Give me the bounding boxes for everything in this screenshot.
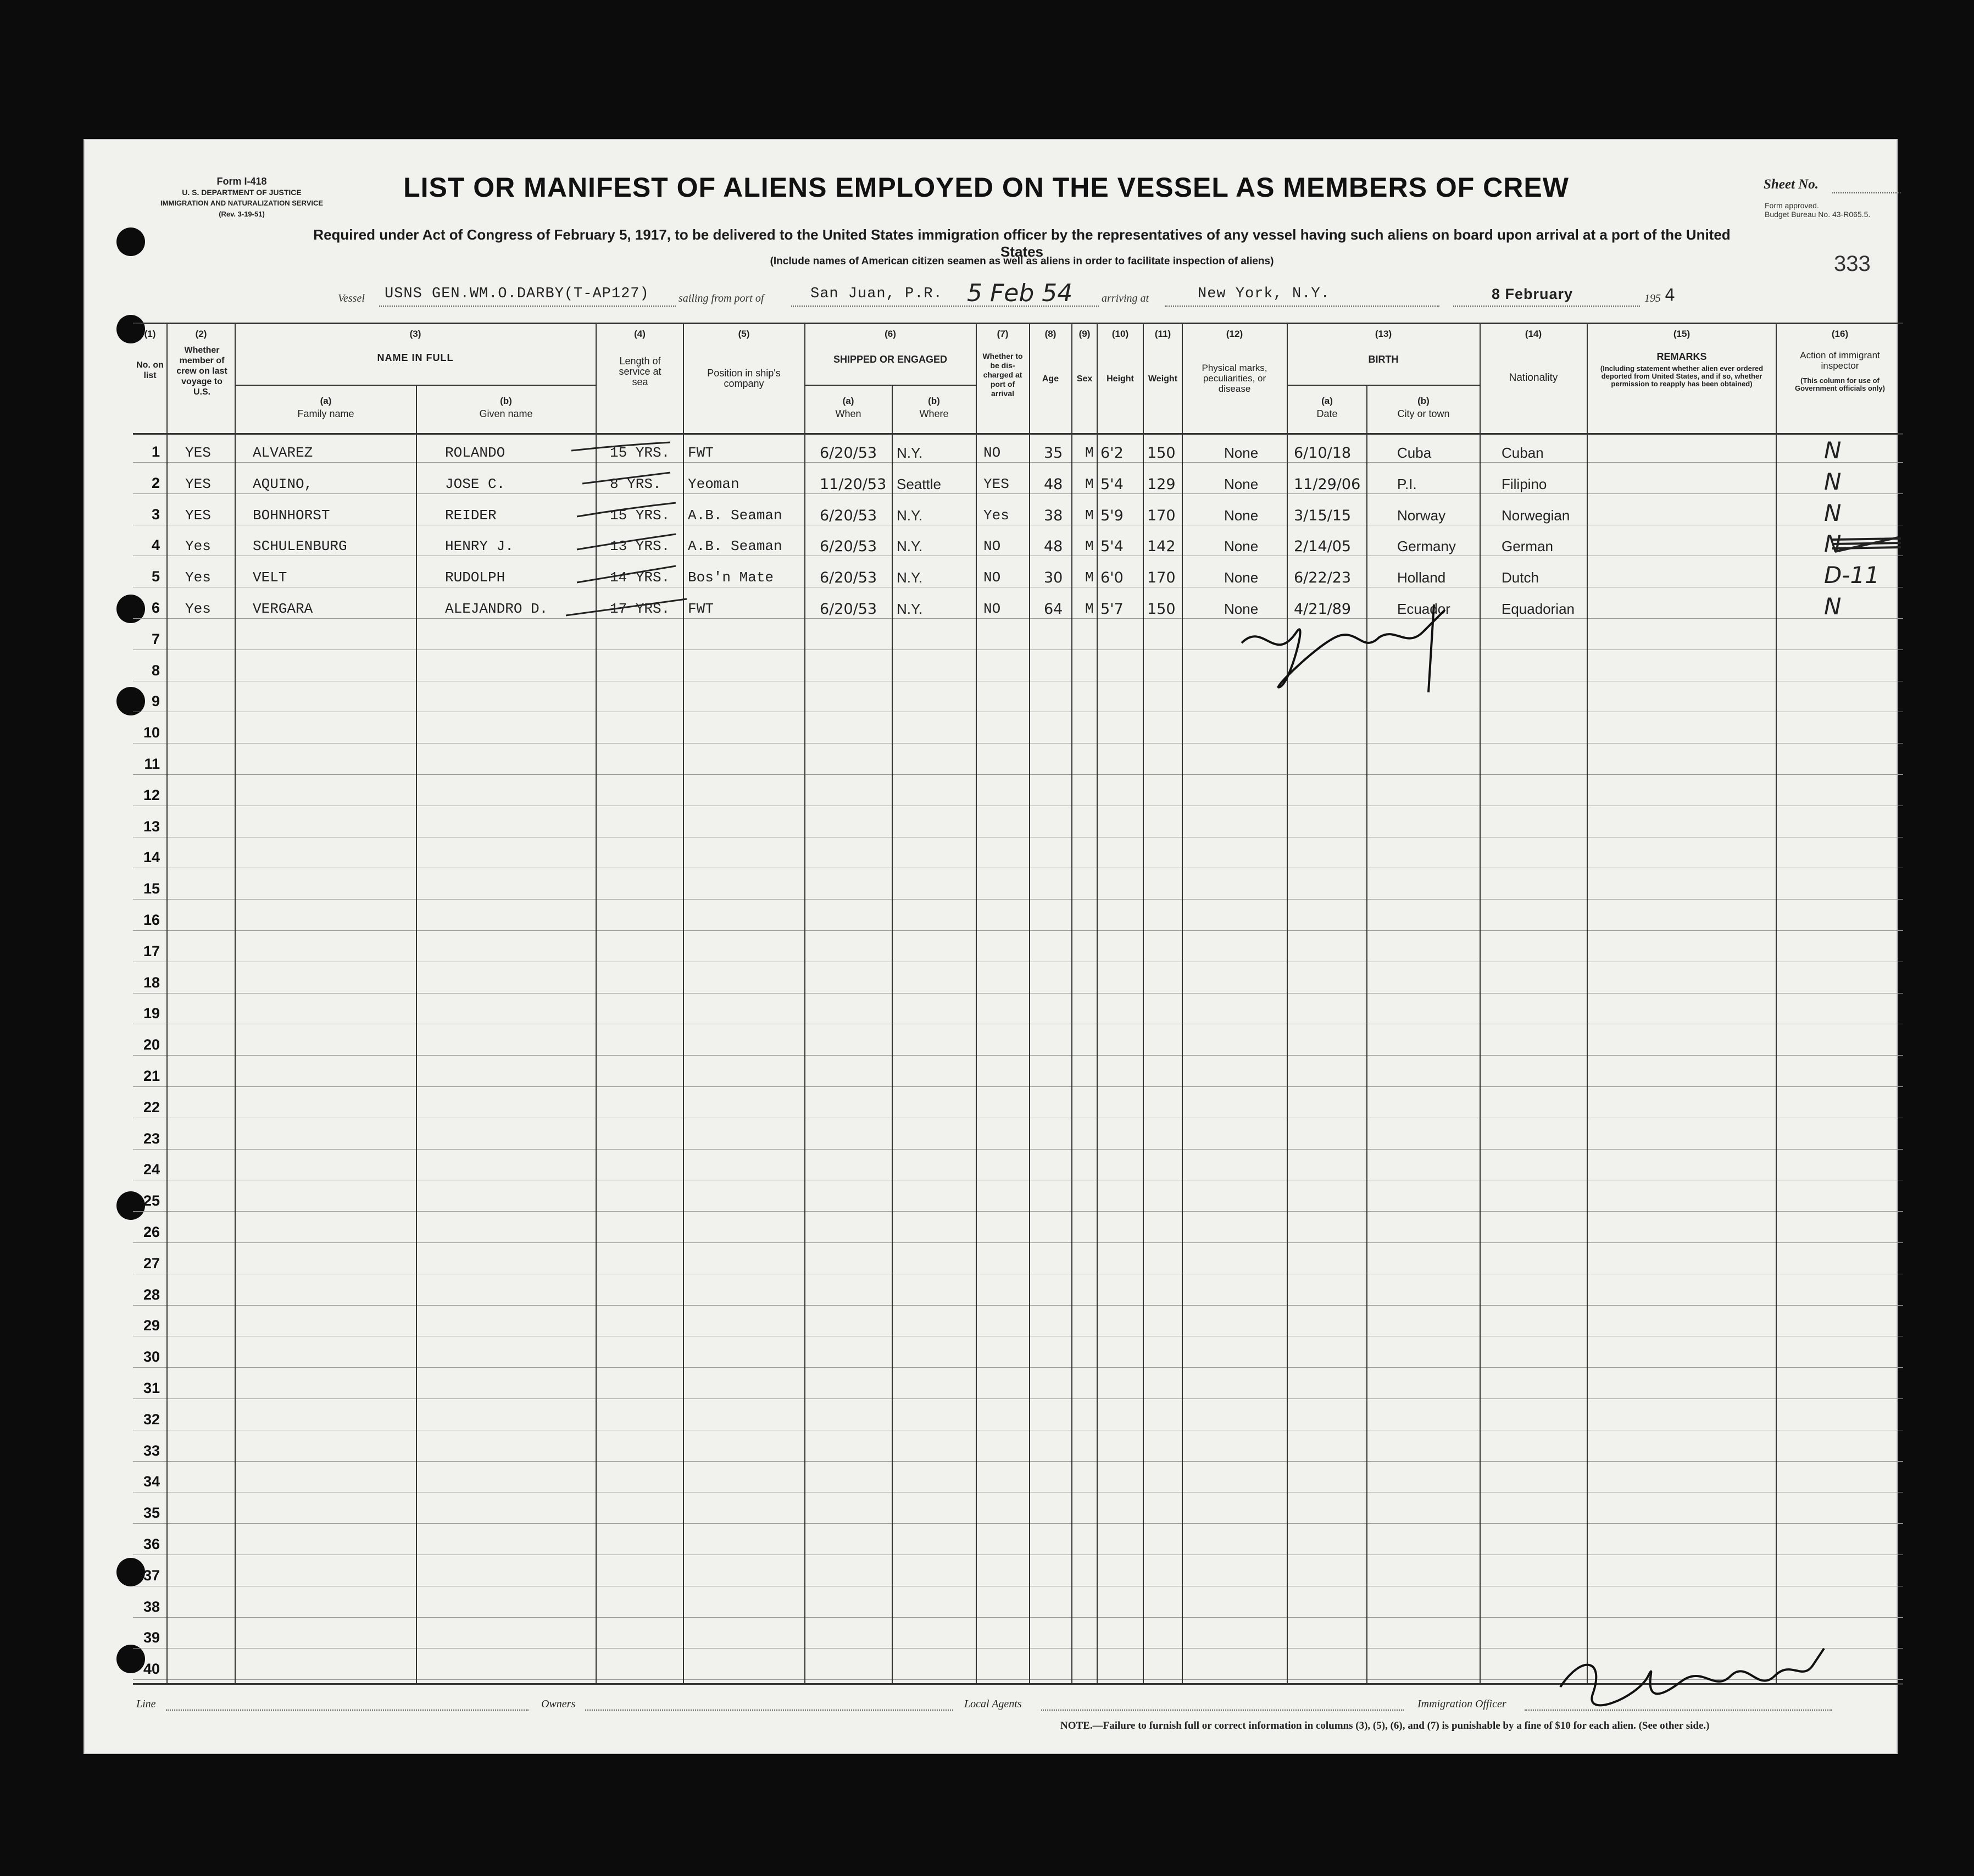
inspector-action-cell: N (1824, 437, 1842, 464)
age-cell: 64 (1044, 601, 1063, 618)
sex-cell: M (1085, 569, 1094, 586)
prev-voyage-cell: YES (185, 476, 211, 492)
family-name-cell: ALVAREZ (253, 445, 313, 461)
row-rule (133, 462, 1903, 463)
service-length-cell: 14 YRS. (610, 569, 670, 586)
form-identification (143, 176, 341, 220)
birth-city-cell: P.I. (1397, 476, 1417, 492)
col-divider-1 (166, 323, 168, 1683)
subheader-rule-name (235, 385, 596, 386)
budget-approval (1765, 201, 1870, 219)
position-cell: A.B. Seaman (688, 507, 782, 524)
given-name-cell: HENRY J. (445, 538, 514, 554)
line-number: 33 (143, 1442, 160, 1459)
given-name-cell: ROLANDO (445, 445, 505, 461)
col-11-header: Weight (1148, 374, 1178, 384)
family-name-cell: VERGARA (253, 601, 313, 617)
col-8-number: (8) (1044, 329, 1056, 339)
col-14-header: Nationality (1509, 372, 1558, 384)
nationality-cell: Filipino (1502, 476, 1547, 492)
height-cell: 5'9 (1100, 507, 1124, 524)
row-rule (133, 1398, 1903, 1399)
line-number: 36 (143, 1536, 160, 1552)
row-rule (133, 1461, 1903, 1462)
discharge-cell: NO (983, 445, 1001, 461)
height-cell: 5'4 (1100, 476, 1124, 493)
arrival-date: 8 February (1492, 286, 1573, 302)
line-number: 7 (151, 631, 160, 647)
nationality-cell: Norwegian (1502, 507, 1570, 524)
line-number: 34 (143, 1473, 160, 1490)
shipped-where-cell: N.Y. (897, 507, 923, 524)
shipped-where-cell: N.Y. (897, 445, 923, 461)
sex-cell: M (1085, 601, 1094, 617)
line-signature-line (166, 1710, 529, 1711)
table-top-border (133, 323, 1903, 324)
line-number: 37 (143, 1567, 160, 1584)
subheader-rule-shipped (804, 385, 976, 386)
line-number: 25 (143, 1192, 160, 1209)
col-13b-number: (b) (1417, 396, 1430, 406)
form-subtitle: Required under Act of Congress of February 5, 1917, to be delivered to the United States immigration officer by the representatives of any vessel having such aliens on board upon arrival at a port of the United States (313, 226, 1731, 260)
prev-voyage-cell: Yes (185, 569, 211, 586)
line-number: 35 (143, 1505, 160, 1521)
col-6-header: SHIPPED OR ENGAGED (833, 354, 948, 365)
col-12-header: Physical marks, peculiarities, or disease (1202, 363, 1267, 394)
line-number: 9 (151, 693, 160, 709)
position-cell: FWT (688, 445, 714, 461)
shipped-when-cell: 6/20/53 (820, 569, 877, 586)
given-name-cell: RUDOLPH (445, 569, 505, 586)
shipped-where-cell: Seattle (897, 476, 941, 492)
birth-date-cell: 4/21/89 (1294, 601, 1352, 618)
row-rule (133, 930, 1903, 931)
weight-cell: 129 (1147, 476, 1176, 493)
col-13-number: (13) (1375, 329, 1392, 339)
service-length-cell: 15 YRS. (610, 507, 670, 524)
col-3a-header: Family name (297, 408, 354, 419)
line-number: 10 (143, 724, 160, 741)
col-divider-8 (1071, 323, 1072, 1683)
birth-city-cell: Cuba (1397, 445, 1432, 461)
line-number: 18 (143, 974, 160, 991)
agents-signature-line (1041, 1710, 1404, 1711)
position-cell: FWT (688, 601, 714, 617)
stamped-page-number: 333 (1834, 252, 1871, 276)
physical-marks-cell: None (1224, 569, 1259, 586)
line-number: 27 (143, 1255, 160, 1272)
prev-voyage-cell: Yes (185, 601, 211, 617)
line-number: 30 (143, 1348, 160, 1365)
col-13-header: BIRTH (1368, 354, 1399, 365)
birth-city-cell: Norway (1397, 507, 1446, 524)
inspector-action-cell: N (1824, 530, 1842, 557)
col-2-number: (2) (195, 329, 207, 339)
col-divider-7 (1029, 323, 1030, 1683)
shipped-when-cell: 11/20/53 (820, 476, 887, 493)
weight-cell: 150 (1147, 601, 1176, 618)
line-number: 20 (143, 1036, 160, 1053)
inspector-signature-center (1231, 599, 1461, 698)
sex-cell: M (1085, 445, 1094, 461)
age-cell: 48 (1044, 538, 1063, 555)
sex-cell: M (1085, 507, 1094, 524)
arriving-line (1165, 306, 1439, 307)
line-number: 40 (143, 1661, 160, 1677)
officer-signature-line (1525, 1710, 1832, 1711)
col-divider-13a (1366, 385, 1367, 1683)
family-name-cell: AQUINO, (253, 476, 313, 492)
vessel-label: Vessel (338, 292, 365, 304)
row-rule (133, 1367, 1903, 1368)
discharge-cell: Yes (983, 507, 1009, 524)
col-divider-6a (892, 385, 893, 1683)
sailing-port: San Juan, P.R. (810, 286, 943, 302)
col-3a-number: (a) (320, 396, 332, 406)
discharge-cell: NO (983, 569, 1001, 586)
row-rule (133, 1242, 1903, 1243)
col-divider-10 (1143, 323, 1144, 1683)
col-divider-11 (1182, 323, 1183, 1683)
birth-date-cell: 6/10/18 (1294, 445, 1352, 462)
col-divider-15 (1776, 323, 1777, 1683)
prev-voyage-cell: YES (185, 445, 211, 461)
col-divider-2 (235, 323, 236, 1683)
physical-marks-cell: None (1224, 538, 1259, 554)
birth-date-cell: 11/29/06 (1294, 476, 1361, 493)
nationality-cell: Equadorian (1502, 601, 1575, 617)
line-number: 4 (151, 537, 160, 553)
shipped-where-cell: N.Y. (897, 569, 923, 586)
inspector-action-cell: N (1824, 468, 1842, 495)
line-number: 12 (143, 787, 160, 803)
service-length-cell: 15 YRS. (610, 445, 670, 461)
inspector-action-cell: D-11 (1824, 562, 1880, 589)
weight-cell: 150 (1147, 445, 1176, 462)
col-5-header: Position in ship's company (707, 368, 781, 389)
line-number: 21 (143, 1068, 160, 1084)
row-rule (133, 1523, 1903, 1524)
line-number: 16 (143, 912, 160, 928)
service-column-strokes (560, 440, 692, 626)
birth-city-cell: Holland (1397, 569, 1446, 586)
form-subnote: (Include names of American citizen seamen as well as aliens in order to facilitate inspection of aliens) (770, 256, 1274, 267)
line-number: 14 (143, 849, 160, 865)
service-length-cell: 17 YRS. (610, 601, 670, 617)
penalty-note: NOTE.—Failure to furnish full or correct information in columns (3), (5), (6), and (7) is punishable by a fine of $10 for each alien. (See other side.) (1060, 1720, 1710, 1731)
col-15-subheader: (Including statement whether alien ever ordered deported from United States, and if so, whether permission to reapply has been obtained) (1600, 364, 1764, 388)
line-number: 5 (151, 568, 160, 585)
physical-marks-cell: None (1224, 507, 1259, 524)
col-6-number: (6) (885, 329, 896, 339)
line-number: 13 (143, 818, 160, 835)
service-name: IMMIGRATION AND NATURALIZATION SERVICE (160, 199, 324, 207)
shipped-when-cell: 6/20/53 (820, 538, 877, 555)
birth-date-cell: 6/22/23 (1294, 569, 1352, 586)
col-4-header: Length of service at sea (619, 356, 661, 387)
given-name-cell: JOSE C. (445, 476, 505, 492)
age-cell: 48 (1044, 476, 1063, 493)
col-9-header: Sex (1076, 374, 1093, 384)
inspector-action-cell: N (1824, 593, 1842, 620)
shipped-where-cell: N.Y. (897, 601, 923, 617)
col-divider-9 (1097, 323, 1098, 1683)
col-14-number: (14) (1525, 329, 1542, 339)
arrival-date-line (1453, 306, 1640, 307)
discharge-cell: NO (983, 601, 1001, 617)
position-cell: Bos'n Mate (688, 569, 774, 586)
line-number: 8 (151, 662, 160, 679)
budget-line-1: Form approved. (1765, 201, 1819, 210)
col-11-number: (11) (1154, 329, 1171, 339)
age-cell: 35 (1044, 445, 1063, 462)
row-rule (133, 493, 1903, 494)
col-15-header: REMARKS (1656, 351, 1707, 362)
sheet-number-line (1832, 192, 1901, 193)
physical-marks-cell: None (1224, 476, 1259, 492)
shipped-when-cell: 6/20/53 (820, 445, 877, 462)
page-title: LIST OR MANIFEST OF ALIENS EMPLOYED ON THE VESSEL AS MEMBERS OF CREW (403, 172, 1569, 203)
birth-city-cell: Germany (1397, 538, 1456, 554)
col-divider-3a (416, 385, 417, 1683)
row-rule (133, 774, 1903, 775)
given-name-cell: REIDER (445, 507, 497, 524)
owners-label: Owners (541, 1698, 576, 1710)
header-divider (133, 433, 1903, 435)
nationality-cell: Cuban (1502, 445, 1544, 461)
sailing-label: sailing from port of (679, 292, 764, 304)
service-length-cell: 13 YRS. (610, 538, 670, 554)
col-6a-header: When (835, 408, 861, 419)
sailing-date-handwritten: 5 Feb 54 (967, 279, 1073, 307)
line-label: Line (136, 1698, 156, 1710)
shipped-when-cell: 6/20/53 (820, 507, 877, 524)
line-number: 24 (143, 1161, 160, 1178)
position-cell: A.B. Seaman (688, 538, 782, 554)
birth-city-cell: Ecuador (1397, 601, 1450, 617)
col-divider-6 (976, 323, 977, 1683)
revision-date: (Rev. 3-19-51) (219, 210, 265, 218)
col-16-subheader: (This column for use of Government officials only) (1795, 376, 1885, 392)
line-number: 29 (143, 1317, 160, 1334)
birth-date-cell: 2/14/05 (1294, 538, 1352, 555)
row-rule (133, 1305, 1903, 1306)
owners-signature-line (585, 1710, 953, 1711)
row-rule (133, 618, 1903, 619)
line-number: 26 (143, 1224, 160, 1240)
budget-line-2: Budget Bureau No. 43-R065.5. (1765, 210, 1871, 219)
year-prefix: 195 (1644, 292, 1661, 304)
col-10-number: (10) (1111, 329, 1129, 339)
sex-cell: M (1085, 538, 1094, 554)
line-number: 17 (143, 943, 160, 959)
col-10-header: Height (1106, 374, 1134, 384)
height-cell: 6'0 (1100, 569, 1124, 586)
line-number: 31 (143, 1380, 160, 1396)
col-7-header: Whether to be dis-charged at port of arrival (982, 352, 1023, 398)
col-6a-number: (a) (842, 396, 854, 406)
col-5-number: (5) (738, 329, 750, 339)
family-name-cell: VELT (253, 569, 287, 586)
sex-cell: M (1085, 476, 1094, 492)
family-name-cell: BOHNHORST (253, 507, 330, 524)
sailing-line (791, 306, 1099, 307)
birth-date-cell: 3/15/15 (1294, 507, 1352, 524)
position-cell: Yeoman (688, 476, 739, 492)
col-1-header: No. on list (136, 360, 164, 380)
form-number: Form I-418 (216, 176, 267, 187)
punch-hole (116, 227, 145, 256)
col-13a-number: (a) (1321, 396, 1333, 406)
height-cell: 5'7 (1100, 601, 1124, 618)
col-6b-number: (b) (928, 396, 940, 406)
line-number: 32 (143, 1411, 160, 1428)
nationality-cell: Dutch (1502, 569, 1539, 586)
prev-voyage-cell: YES (185, 507, 211, 524)
weight-cell: 142 (1147, 538, 1176, 555)
local-agents-label: Local Agents (964, 1698, 1022, 1710)
line-number: 19 (143, 1005, 160, 1022)
row-rule (133, 1055, 1903, 1056)
line-number: 28 (143, 1286, 160, 1303)
line-number: 39 (143, 1629, 160, 1646)
age-cell: 30 (1044, 569, 1063, 586)
family-name-cell: SCHULENBURG (253, 538, 347, 554)
col-1-number: (1) (144, 329, 156, 339)
col-15-number: (15) (1673, 329, 1691, 339)
subheader-rule-birth (1287, 385, 1480, 386)
col-3b-number: (b) (500, 396, 512, 406)
col-3b-header: Given name (479, 408, 533, 419)
sheet-number-label: Sheet No. (1764, 177, 1819, 192)
age-cell: 38 (1044, 507, 1063, 524)
col-6b-header: Where (919, 408, 949, 419)
immigration-officer-label: Immigration Officer (1417, 1698, 1506, 1710)
col-16-header: Action of immigrant inspector (1800, 350, 1880, 371)
nationality-cell: German (1502, 538, 1553, 554)
line-number: 11 (144, 756, 160, 772)
col-16-number: (16) (1831, 329, 1849, 339)
vessel-name: USNS GEN.WM.O.DARBY(T-AP127) (385, 286, 649, 302)
row-rule (133, 1086, 1903, 1087)
arriving-label: arriving at (1102, 292, 1149, 304)
line-number: 23 (143, 1130, 160, 1147)
col-13a-header: Date (1316, 408, 1338, 419)
col-13b-header: City or town (1397, 408, 1450, 419)
discharge-cell: YES (983, 476, 1009, 492)
line-number: 1 (151, 443, 160, 460)
col-9-number: (9) (1078, 329, 1091, 339)
line-number: 2 (151, 475, 160, 491)
vessel-line (379, 306, 676, 307)
given-name-cell: ALEJANDRO D. (445, 601, 548, 617)
height-cell: 5'4 (1100, 538, 1124, 555)
line-number: 3 (151, 506, 160, 523)
shipped-where-cell: N.Y. (897, 538, 923, 554)
row-rule (133, 1149, 1903, 1150)
col-3-header: NAME IN FULL (377, 352, 454, 363)
action-cancel-scribble (1830, 534, 1906, 556)
col-3-number: (3) (409, 329, 421, 339)
line-number: 15 (143, 880, 160, 897)
arriving-port: New York, N.Y. (1198, 286, 1330, 302)
department-name: U. S. DEPARTMENT OF JUSTICE (182, 188, 302, 197)
year-suffix: 4 (1665, 286, 1676, 305)
col-divider-14 (1587, 323, 1588, 1683)
shipped-when-cell: 6/20/53 (820, 601, 877, 618)
col-divider-5 (804, 323, 805, 1683)
physical-marks-cell: None (1224, 601, 1259, 617)
col-divider-13 (1480, 323, 1481, 1683)
weight-cell: 170 (1147, 569, 1176, 586)
line-number: 6 (151, 600, 160, 616)
discharge-cell: NO (983, 538, 1001, 554)
row-rule (133, 1211, 1903, 1212)
line-number: 22 (143, 1099, 160, 1115)
inspector-action-cell: N (1824, 499, 1842, 526)
row-rule (133, 1617, 1903, 1618)
weight-cell: 170 (1147, 507, 1176, 524)
col-7-number: (7) (997, 329, 1009, 339)
col-2-header: Whether member of crew on last voyage to U.S. (176, 346, 227, 397)
service-length-cell: 8 YRS. (610, 476, 661, 492)
col-4-number: (4) (634, 329, 646, 339)
immigration-officer-signature (1549, 1638, 1835, 1725)
physical-marks-cell: None (1224, 445, 1259, 461)
col-12-number: (12) (1226, 329, 1243, 339)
row-rule (133, 899, 1903, 900)
col-8-header: Age (1042, 374, 1059, 384)
prev-voyage-cell: Yes (185, 538, 211, 554)
col-divider-12 (1287, 323, 1288, 1683)
line-number: 38 (143, 1599, 160, 1615)
height-cell: 6'2 (1100, 445, 1124, 462)
